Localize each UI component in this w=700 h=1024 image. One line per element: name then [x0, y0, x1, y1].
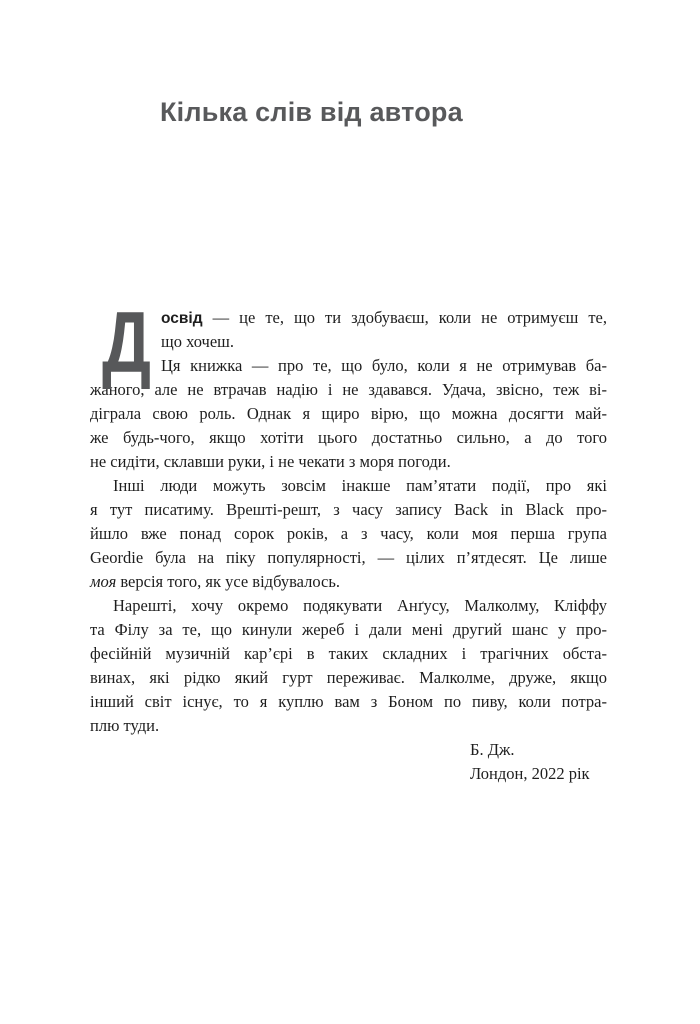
text-line: не сидіти, склавши руки, і не чекати з моря погоди. [90, 452, 451, 471]
text-line: Geordie була на піку популярності, — цілих п’ятдесят. Це лише [90, 548, 607, 567]
text-line: та Філу за те, що кинули жереб і дали мені другий шанс у про- [90, 620, 607, 639]
text-line: інший світ існує, то я куплю вам з Боном по пиву, коли потра- [90, 692, 607, 711]
text-line-rest: — це те, що ти здобуваєш, коли не отримуєш те, [202, 308, 607, 327]
body-text [90, 295, 607, 786]
text-line [90, 570, 607, 594]
text-line: винах, які рідко який гурт переживає. Малколме, друже, якщо [90, 668, 607, 687]
text-line: Нарешті, хочу окремо подякувати Анґусу, Малколму, Кліффу [113, 596, 607, 615]
emphasis-italic: моя [90, 572, 117, 591]
text-line: я тут писатиму. Врешті-решт, з часу запису Back in Black про- [90, 500, 607, 519]
text-line: Інші люди можуть зовсім інакше пам’ятати події, про які [113, 476, 607, 495]
signature-initials: Б. Дж. [470, 740, 515, 759]
text-line: йшло вже понад сорок років, а з часу, коли моя перша група [90, 524, 607, 543]
signature-place-year: Лондон, 2022 рік [470, 764, 590, 783]
text-line: діграла свою роль. Однак я щиро вірю, що можна досягти май- [90, 404, 607, 423]
text-line: плю туди. [90, 716, 160, 735]
text-line-rest: версія того, як усе відбувалось. [116, 572, 340, 591]
drop-cap: Д [102, 295, 152, 391]
text-line: Ця книжка — про те, що було, коли я не отримував ба- [161, 356, 607, 375]
text-line: же будь-чого, якщо хотіти цього достатньо сильно, а до того [90, 428, 607, 447]
text-line: що хочеш. [161, 332, 234, 351]
chapter-heading: Кілька слів від автора [160, 97, 463, 127]
lead-word-bold: освід [161, 310, 203, 327]
text-line: жаного, але не втрачав надію і не здавався. Удача, звісно, теж ві- [90, 380, 607, 399]
text-line: фесійній музичній кар’єрі в таких складних і трагічних обста- [90, 644, 607, 663]
text-line [90, 306, 607, 330]
